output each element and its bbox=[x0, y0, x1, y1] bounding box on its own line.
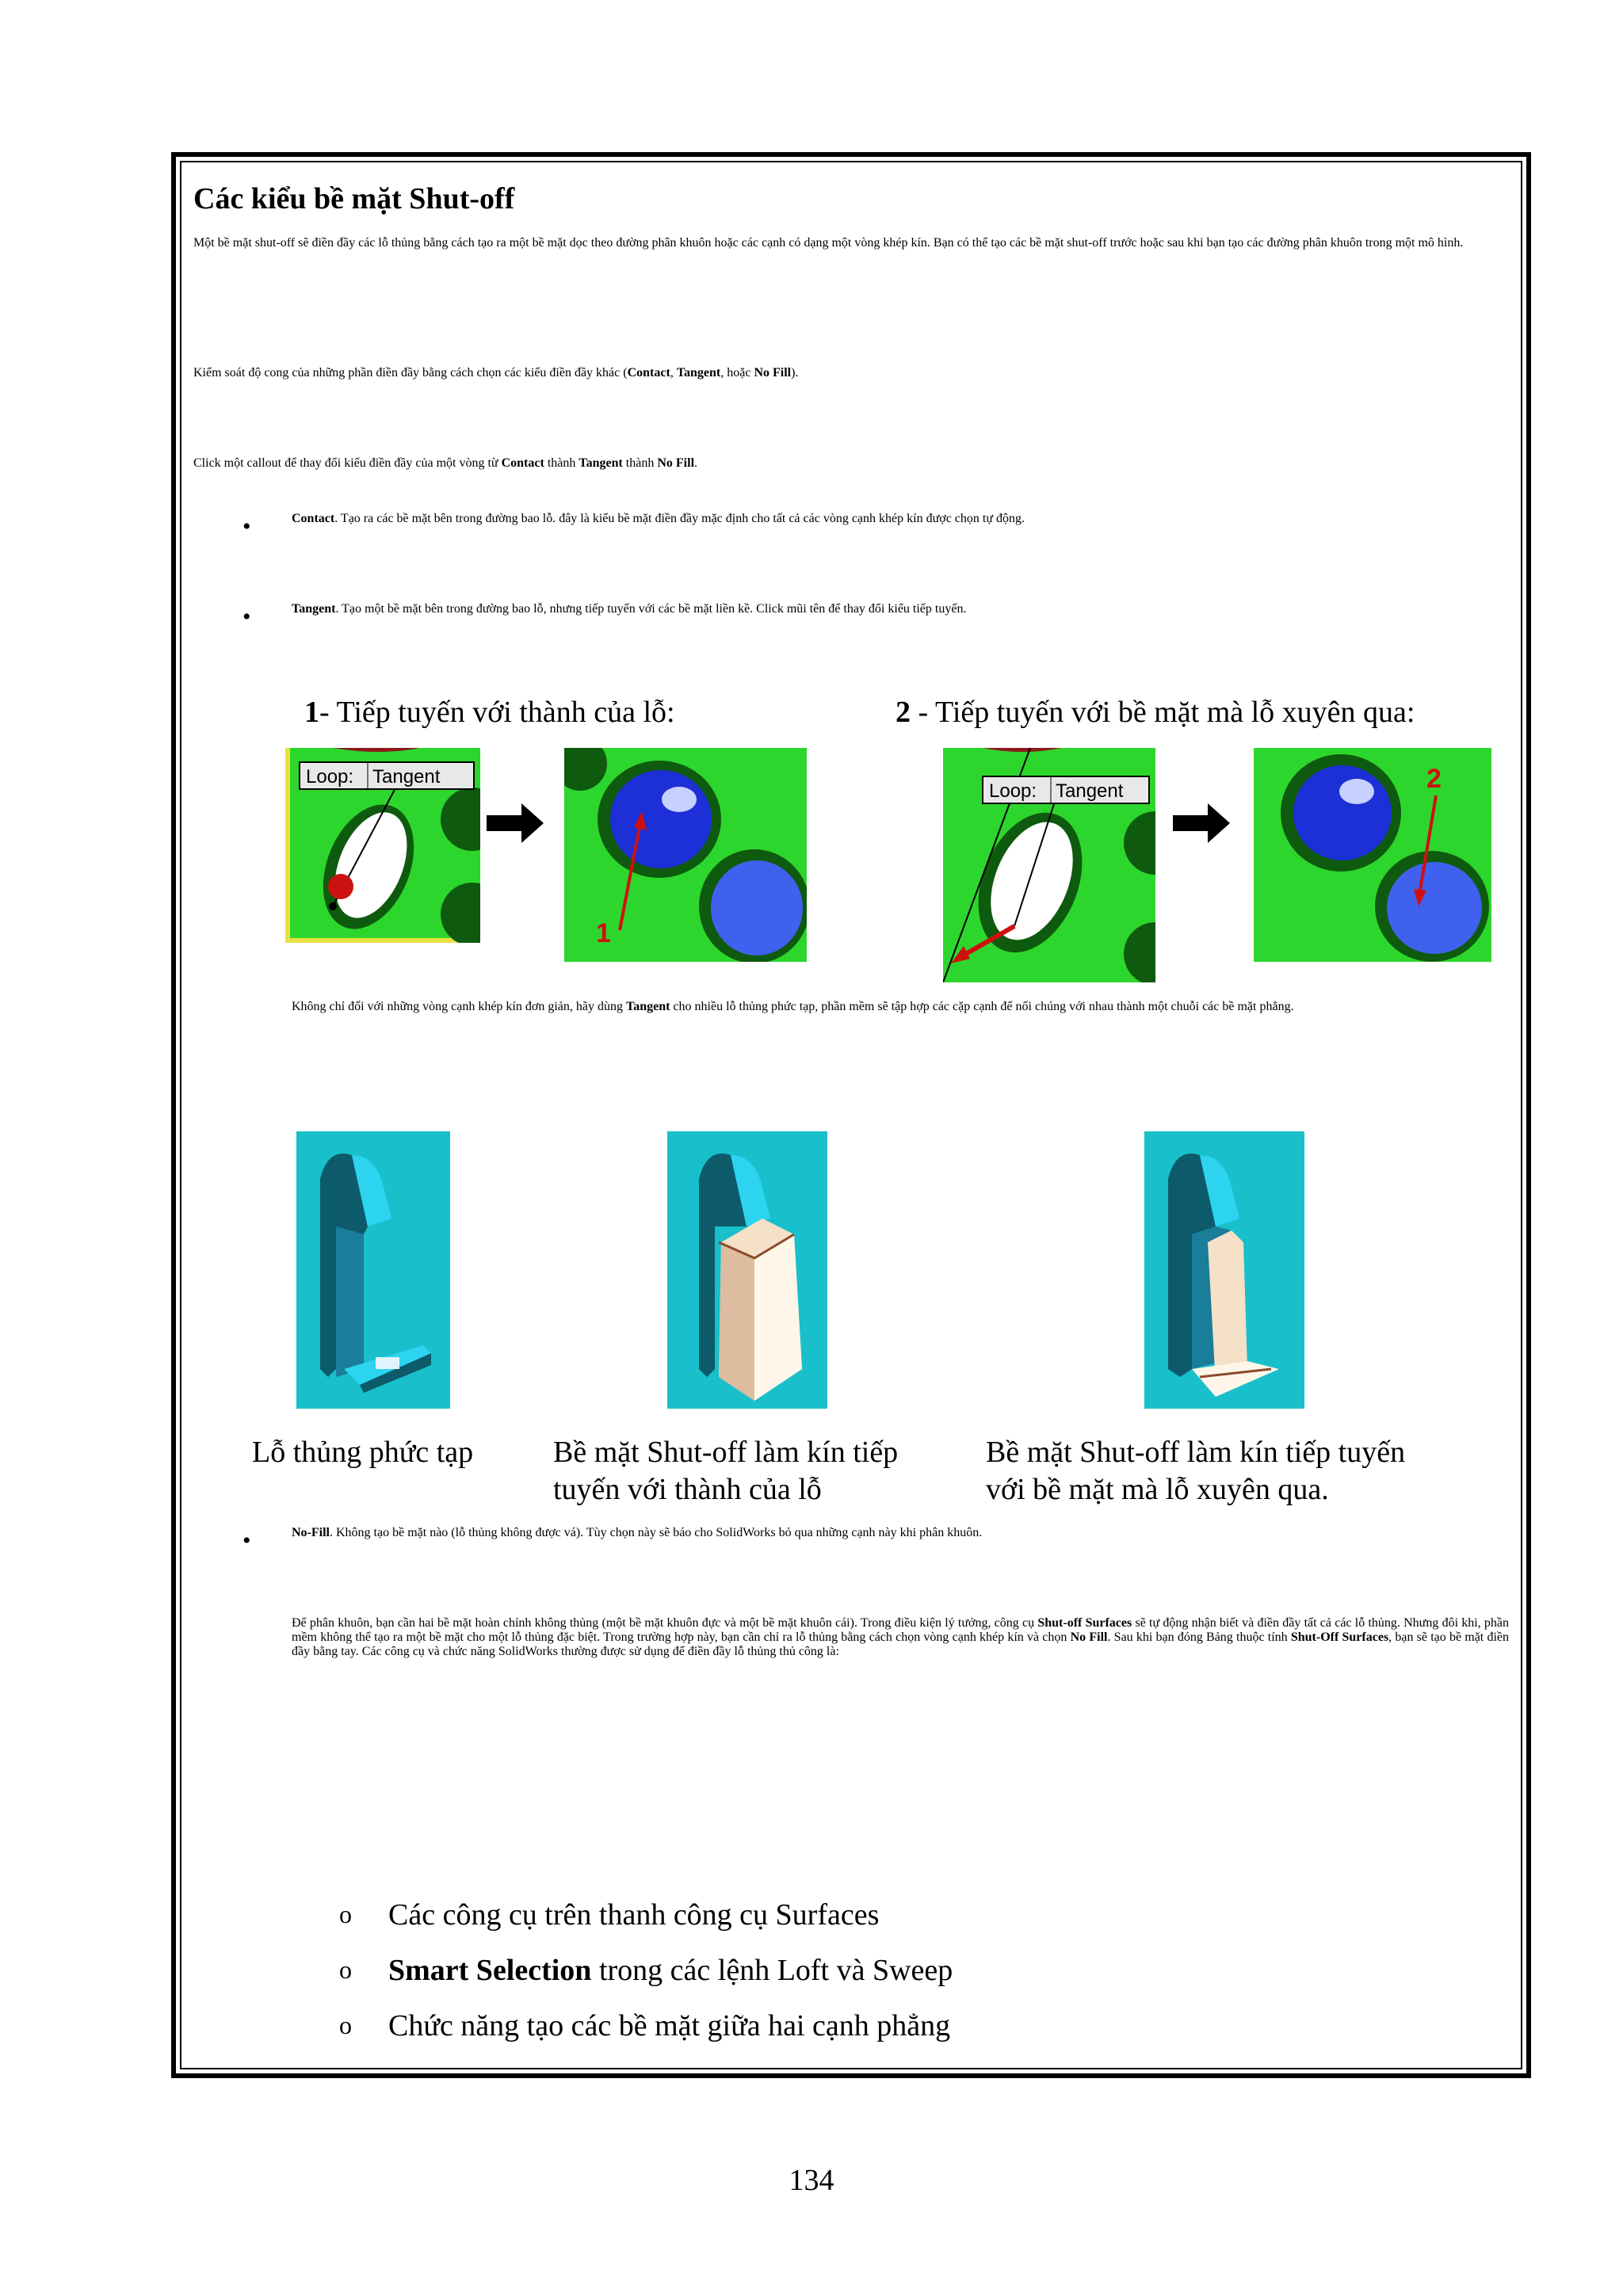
tool-item-planar-faces: Chức năng tạo các bề mặt giữa hai cạnh phẳng bbox=[388, 2009, 951, 2042]
marker-1: 1 bbox=[596, 918, 611, 948]
page-number: 134 bbox=[789, 2164, 834, 2197]
caption-shutoff-wall-l2: tuyến với thành của lỗ bbox=[553, 1473, 822, 1506]
shutoff-tangent-wall-image bbox=[667, 1131, 827, 1409]
caption-shutoff-wall-l1: Bề mặt Shut-off làm kín tiếp bbox=[553, 1436, 899, 1469]
bullet-nofill: No-Fill. Không tạo bề mặt nào (lỗ thủng không được vá). Tùy chọn này sẽ báo cho SolidWorks bỏ qua những cạnh này khi phân khuôn. bbox=[292, 1526, 983, 1539]
tangent-option-1-label: 1- Tiếp tuyến với thành của lỗ: bbox=[304, 696, 675, 729]
list-bullet: o bbox=[339, 1900, 352, 1928]
click-paragraph: Click một callout để thay đổi kiểu điền đầy của một vòng từ Contact thành Tangent thành No Fill. bbox=[193, 456, 698, 470]
list-bullet: o bbox=[339, 1955, 352, 1984]
bullet-tangent: Tangent. Tạo một bề mặt bên trong đường bao lỗ, nhưng tiếp tuyến với các bề mặt liền kề. Click mũi tên để thay đổi kiểu tiếp tuyến. bbox=[292, 602, 967, 616]
page-frame-inner bbox=[180, 161, 1522, 2069]
complex-paragraph: Không chỉ đối với những vòng cạnh khép kín đơn giản, hãy dùng Tangent cho nhiều lỗ thủng phức tạp, phần mềm sẽ tập hợp các cặp cạnh để nối chúng với nhau thành một chuỗi các bề mặt phẳng. bbox=[292, 1000, 1294, 1013]
parting-paragraph: Để phân khuôn, bạn cần hai bề mặt hoàn chỉnh không thủng (một bề mặt khuôn đực và một bề mặt khuôn cái). Trong điều kiện lý tưởng, công cụ Shut-off Surfaces sẽ tự động nhận biết và điền đầy tất cả các lỗ thủng. Nhưng đôi khi, phần mềm không thể tạo ra một bề mặt cho một lỗ thủng đặc biệt. Trong trường hợp này, bạn cần chỉ ra lỗ thủng bằng cách chọn vòng cạnh khép kín và chọn No Fill. Sau khi bạn đóng Bảng thuộc tính Shut-Off Surfaces, bạn sẽ tạo bề mặt điền đầy bằng tay. Các công cụ và chức năng SolidWorks thường được sử dụng để điền đầy lỗ thủng thủ công là: bbox=[292, 1616, 1510, 1658]
tangent-option-2-label: 2 - Tiếp tuyến với bề mặt mà lỗ xuyên qua: bbox=[896, 696, 1415, 729]
list-bullet: o bbox=[339, 2011, 352, 2039]
complex-hole-image bbox=[296, 1131, 450, 1409]
section-title: Các kiểu bề mặt Shut-off bbox=[193, 182, 515, 215]
tangent-1-result-image bbox=[564, 748, 807, 962]
callout-loop-label: Loop: bbox=[306, 766, 354, 788]
tangent-2-callout-image bbox=[943, 748, 1155, 982]
tool-item-surfaces: Các công cụ trên thanh công cụ Surfaces bbox=[388, 1898, 880, 1932]
tangent-1-callout-image bbox=[285, 748, 480, 943]
callout-value: Tangent bbox=[372, 766, 441, 788]
bullet-dot: • bbox=[242, 1527, 251, 1554]
control-paragraph: Kiểm soát độ cong của những phần điền đầy bằng cách chọn các kiểu điền đầy khác (Contact, Tangent, hoặc No Fill). bbox=[193, 366, 799, 379]
caption-shutoff-face-l2: với bề mặt mà lỗ xuyên qua. bbox=[986, 1473, 1329, 1506]
arrow-right-icon bbox=[487, 803, 544, 843]
marker-2: 2 bbox=[1426, 764, 1442, 794]
bullet-dot: • bbox=[242, 604, 251, 630]
intro-paragraph: Một bề mặt shut-off sẽ điền đầy các lỗ thủng bằng cách tạo ra một bề mặt dọc theo đường phân khuôn hoặc các cạnh có dạng một vòng khép kín. Bạn có thể tạo các bề mặt shut-off trước hoặc sau khi bạn tạo các đường phân khuôn trong một mô hình. bbox=[193, 236, 1464, 250]
caption-shutoff-face-l1: Bề mặt Shut-off làm kín tiếp tuyến bbox=[986, 1436, 1406, 1469]
svg-text:Tangent: Tangent bbox=[1056, 780, 1124, 802]
tangent-2-result-image bbox=[1254, 748, 1491, 962]
svg-text:Loop:: Loop: bbox=[989, 780, 1037, 802]
bullet-contact: Contact. Tạo ra các bề mặt bên trong đường bao lỗ. đây là kiểu bề mặt điền đầy mặc định cho tất cả các vòng cạnh khép kín được chọn tự động. bbox=[292, 512, 1025, 525]
shutoff-tangent-face-image bbox=[1144, 1131, 1304, 1409]
caption-complex-hole: Lỗ thủng phức tạp bbox=[252, 1436, 474, 1469]
bullet-dot: • bbox=[242, 513, 251, 540]
arrow-right-icon bbox=[1173, 803, 1230, 843]
tool-item-smart-selection: Smart Selection trong các lệnh Loft và Sweep bbox=[388, 1954, 953, 1987]
